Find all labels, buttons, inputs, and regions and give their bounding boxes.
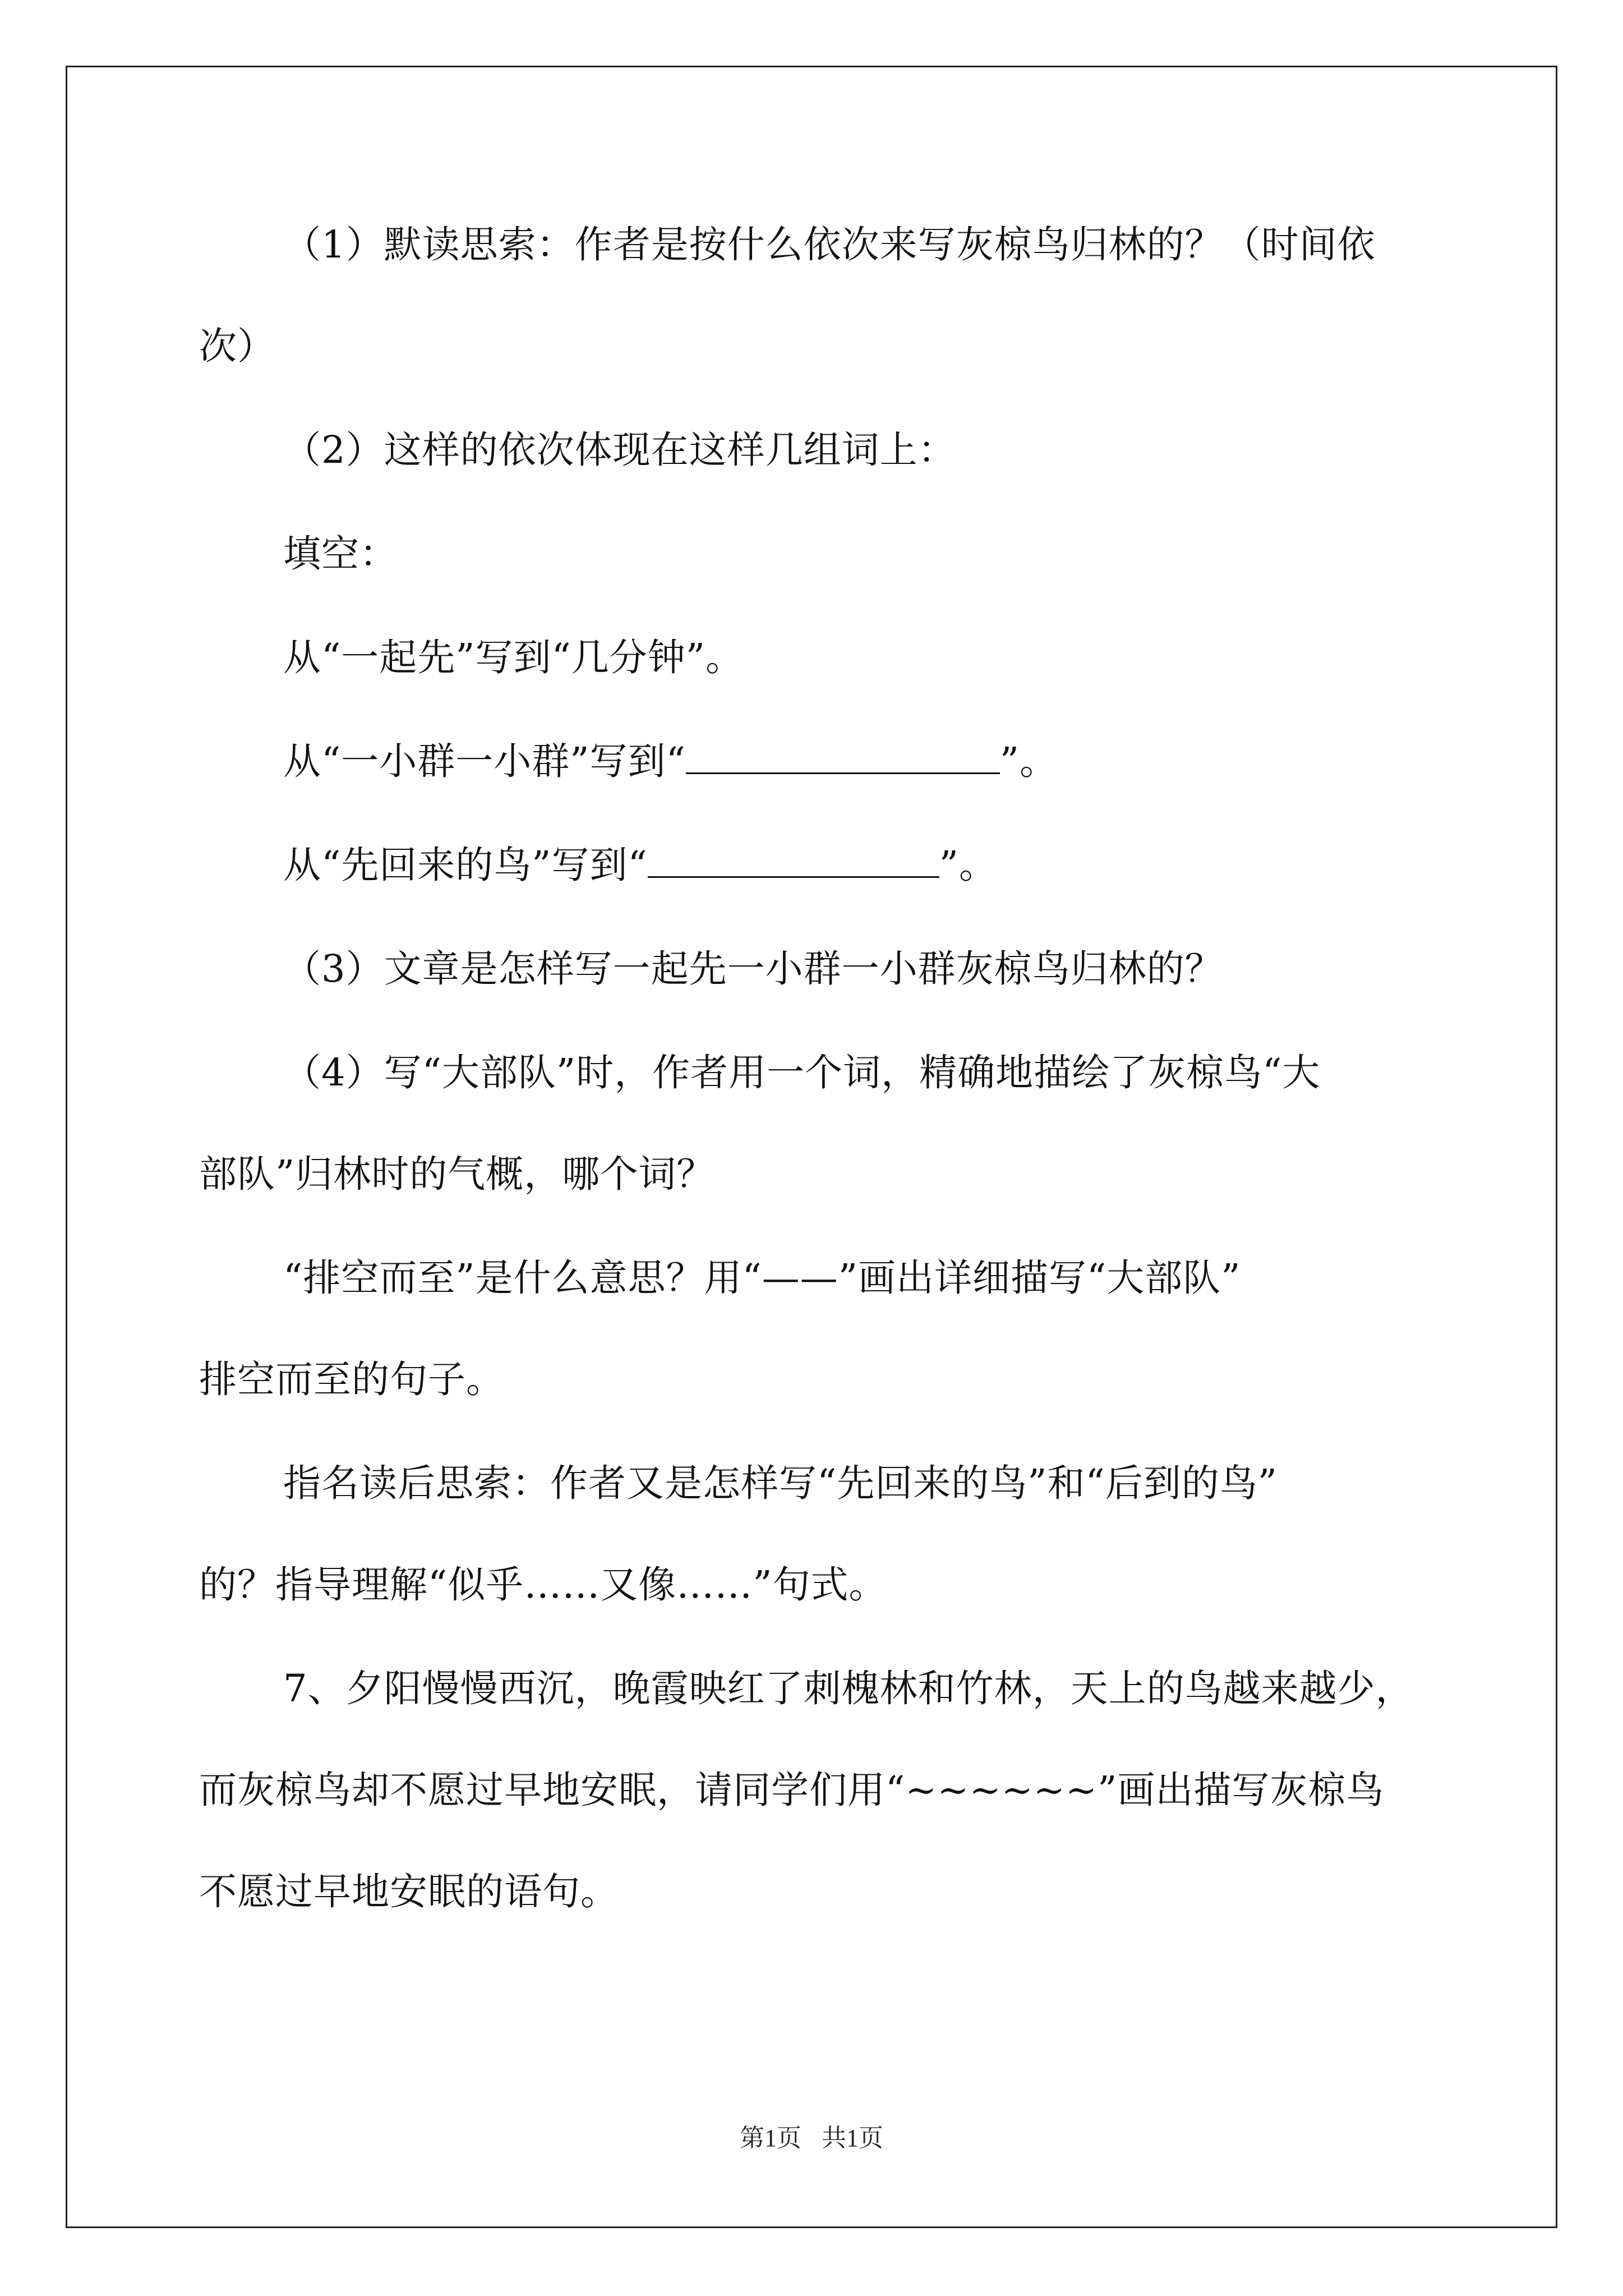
paragraph-7-line-1: 7、夕阳慢慢西沉，晚霞映红了刺槐林和竹林，天上的鸟越来越少， [283, 1667, 1414, 1710]
fill-2-blank[interactable] [686, 738, 1000, 774]
document-body [199, 219, 1430, 1917]
paragraph-6-line-1: 指名读后思索：作者又是怎样写“先回来的鸟”和“后到的鸟” [283, 1461, 1278, 1505]
page-total: 共1页 [822, 2124, 883, 2152]
paragraph-6-line-2: 的？指导理解“似乎……又像……”句式。 [199, 1563, 887, 1607]
paragraph-4-line-2: 部队”归林时的气概，哪个词？ [199, 1152, 715, 1196]
fill-2-prefix: 从“一小群一小群”写到“ [283, 739, 686, 783]
page-number: 第1页 [740, 2124, 801, 2152]
fill-2-suffix: ”。 [999, 739, 1058, 783]
paragraph-7-line-2: 而灰椋鸟却不愿过早地安眠，请同学们用“~~~~~~”画出描写灰椋鸟 [199, 1768, 1385, 1812]
paragraph-7-line-3: 不愿过早地安眠的语句。 [199, 1870, 619, 1913]
fill-3-suffix: ”。 [939, 843, 998, 887]
fill-3-prefix: 从“先回来的鸟”写到“ [283, 843, 648, 887]
fill-3-blank[interactable] [648, 841, 939, 878]
page-footer [0, 2118, 1623, 2154]
paragraph-fill-3 [199, 839, 1430, 891]
paragraph-4-line-1: （4）写“大部队”时，作者用一个词，精确地描绘了灰椋鸟“大 [283, 1051, 1321, 1094]
paragraph-1 [199, 219, 1430, 270]
paragraph-fill-label: 填空： [283, 532, 398, 576]
paragraph-5-line-2: 排空而至的句子。 [199, 1358, 504, 1401]
paragraph-5-line-1: “排空而至”是什么意思？用“——”画出详细描写“大部队” [283, 1256, 1241, 1300]
paragraph-fill-2 [199, 735, 1430, 787]
paragraph-1-line-1: （1）默读思索：作者是按什么依次来写灰椋鸟归林的？（时间依 [283, 223, 1376, 266]
paragraph-1-line-2: 次） [199, 324, 275, 368]
paragraph-3: （3）文章是怎样写一起先一小群一小群灰椋鸟归林的？ [283, 947, 1223, 991]
paragraph-fill-1: 从“一起先”写到“几分钟”。 [283, 636, 744, 679]
paragraph-2: （2）这样的依次体现在这样几组词上： [283, 428, 956, 472]
